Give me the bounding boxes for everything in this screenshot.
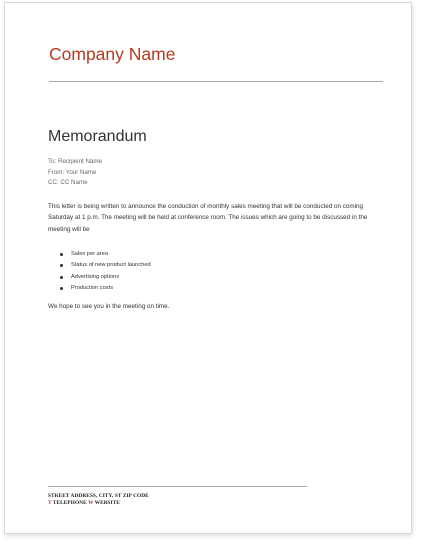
to-line: To: Recipient Name (48, 158, 102, 165)
list-item (60, 249, 151, 260)
body-paragraph: This letter is being written to announce the conduction of monthly sales meeting that will be conducted on coming Saturday at 1 p.m. The meeting will be held at conference room. The issues which are going to be discussed in the meeting will be (48, 203, 368, 233)
bullet-icon (60, 264, 63, 267)
list-item-text: Advertising options (71, 273, 120, 280)
footer-contact (48, 500, 120, 506)
bullet-icon (60, 287, 63, 290)
memo-title: Memorandum (48, 128, 147, 145)
list-item (60, 272, 151, 283)
list-item (60, 260, 151, 271)
recipient-block (48, 157, 102, 189)
list-item-text: Status of new product launched (71, 262, 151, 269)
footer-address: STREET ADDRESS, CITY, ST ZIP CODE (48, 493, 149, 499)
website-marker: W (88, 500, 94, 506)
telephone-marker: T (48, 500, 52, 506)
list-item-text: Production costs (71, 285, 114, 292)
document-page (5, 3, 411, 533)
list-item (60, 283, 151, 294)
header-divider (49, 81, 383, 82)
footer-website: WEBSITE (94, 500, 120, 506)
issues-list (60, 249, 151, 295)
closing-line: We hope to see you in the meeting on time. (48, 303, 170, 310)
bullet-icon (60, 253, 63, 256)
from-line: From: Your Name (48, 168, 97, 176)
company-name: Company Name (49, 44, 176, 64)
cc-line: CC: CC Name (48, 179, 88, 186)
bullet-icon (60, 276, 63, 279)
footer-divider (48, 486, 307, 487)
list-item-text: Sales per area (71, 251, 108, 257)
footer-telephone: TELEPHONE (52, 500, 87, 506)
